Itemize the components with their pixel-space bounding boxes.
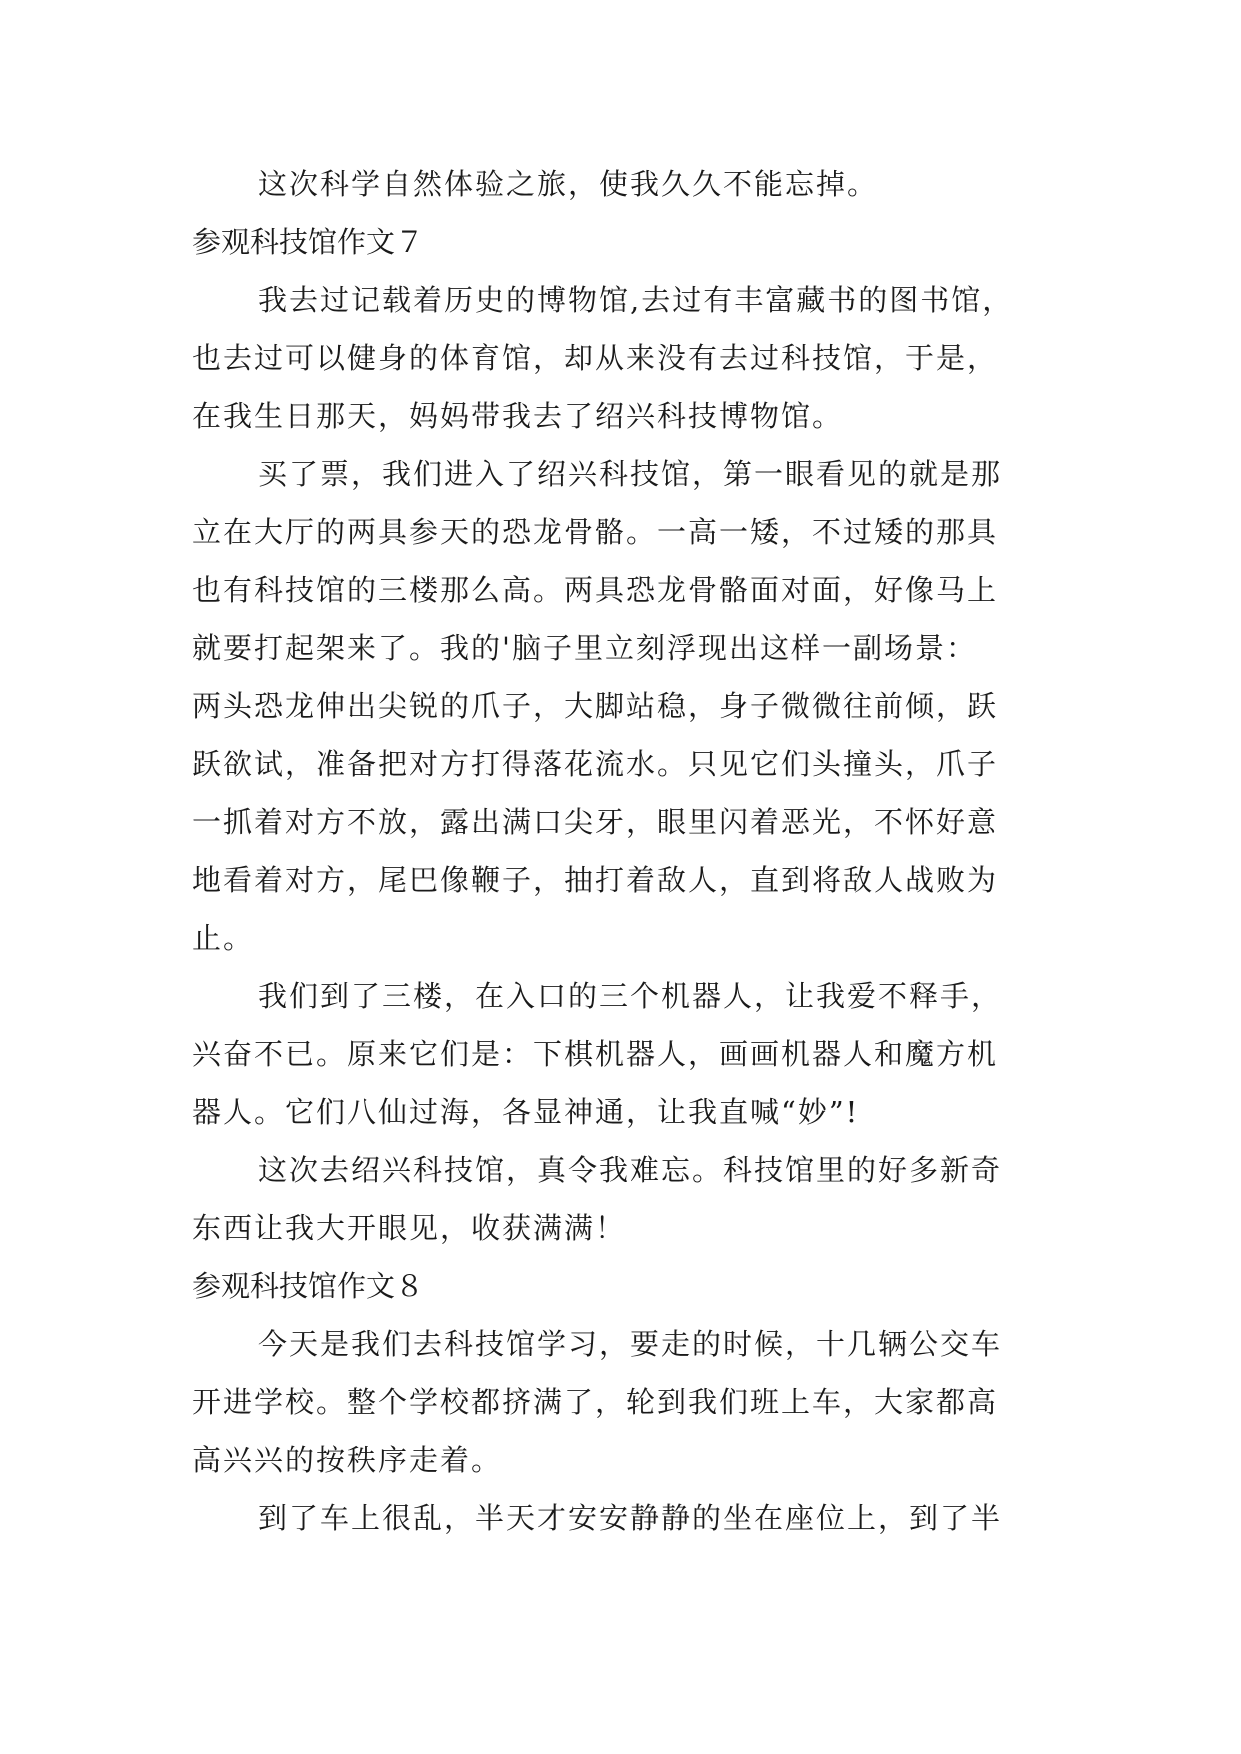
- text-line: 开进学校。整个学校都挤满了，轮到我们班上车，大家都高: [192, 1385, 999, 1419]
- text-line: 一抓着对方不放，露出满口尖牙，眼里闪着恶光，不怀好意: [192, 805, 999, 839]
- text-line: 买了票，我们进入了绍兴科技馆，第一眼看见的就是那: [258, 457, 1003, 491]
- paragraph: [192, 967, 1092, 1141]
- heading-text: 参观科技馆作文７: [192, 225, 425, 259]
- text-line: 在我生日那天，妈妈带我去了绍兴科技博物馆。: [192, 399, 844, 433]
- text-line: 高兴兴的按秩序走着。: [192, 1443, 503, 1477]
- text-line: 今天是我们去科技馆学习，要走的时候，十几辆公交车: [258, 1327, 1003, 1361]
- text-line: 跃欲试，准备把对方打得落花流水。只见它们头撞头，爪子: [192, 747, 999, 781]
- text-line: 就要打起架来了。我的'脑子里立刻浮现出这样一副场景：: [192, 631, 977, 665]
- heading-text: 参观科技馆作文８: [192, 1269, 425, 1303]
- text-line: 两头恐龙伸出尖锐的爪子，大脚站稳，身子微微往前倾，跃: [192, 689, 999, 723]
- text-line: 也去过可以健身的体育馆，却从来没有去过科技馆，于是，: [192, 341, 999, 375]
- text-line: 这次科学自然体验之旅，使我久久不能忘掉。: [258, 167, 879, 201]
- paragraph: [192, 445, 1092, 967]
- text-line: 这次去绍兴科技馆，真令我难忘。科技馆里的好多新奇: [258, 1153, 1003, 1187]
- text-line: 立在大厅的两具参天的恐龙骨骼。一高一矮，不过矮的那具: [192, 515, 999, 549]
- text-line: 兴奋不已。原来它们是：下棋机器人，画画机器人和魔方机: [192, 1037, 999, 1071]
- paragraph: [192, 1141, 1092, 1257]
- text-line: 我们到了三楼，在入口的三个机器人，让我爱不释手，: [258, 979, 1003, 1013]
- text-line: 东西让我大开眼见，收获满满！: [192, 1211, 627, 1245]
- paragraph: [192, 155, 1092, 213]
- text-line: 也有科技馆的三楼那么高。两具恐龙骨骼面对面，好像马上: [192, 573, 999, 607]
- document-body: [192, 155, 1092, 1547]
- text-line: 到了车上很乱，半天才安安静静的坐在座位上，到了半: [258, 1501, 1003, 1535]
- section-heading: [192, 213, 1092, 271]
- paragraph: [192, 1315, 1092, 1489]
- text-line: 止。: [192, 921, 255, 955]
- paragraph: [192, 271, 1092, 445]
- text-line: 地看着对方，尾巴像鞭子，抽打着敌人，直到将敌人战败为: [192, 863, 999, 897]
- text-line: 我去过记载着历史的博物馆,去过有丰富藏书的图书馆，: [258, 283, 1014, 317]
- section-heading: [192, 1257, 1092, 1315]
- text-line: 器人。它们八仙过海，各显神通，让我直喊“妙”!: [192, 1095, 860, 1129]
- paragraph: [192, 1489, 1092, 1547]
